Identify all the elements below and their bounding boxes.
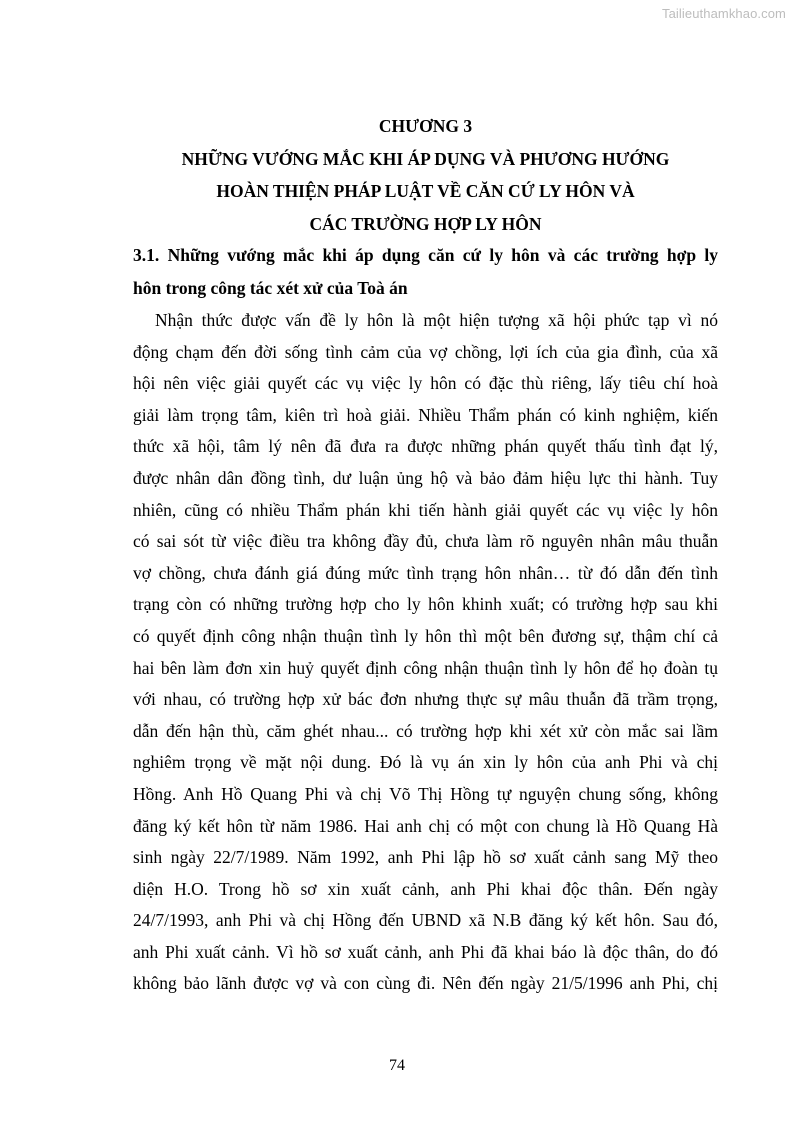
page-number: 74 (389, 1057, 405, 1074)
chapter-title-line: CÁC TRƯỜNG HỢP LY HÔN (309, 213, 542, 234)
section-heading-line: 3.1. Những vướng mắc khi áp dụng căn cứ ly hôn và các trường hợp ly (133, 245, 718, 265)
body-line: sinh ngày 22/7/1989. Năm 1992, anh Phi lập hồ sơ xuất cảnh sang Mỹ theo (133, 847, 718, 868)
body-line: được nhân dân đồng tình, dư luận ủng hộ và bảo đảm hiệu lực thi hành. Tuy (133, 467, 718, 488)
body-line: có sai sót từ việc điều tra không đầy đủ, chưa làm rõ nguyên nhân mâu thuẫn (133, 531, 718, 552)
body-line: giải làm trọng tâm, kiên trì hoà giải. Nhiều Thẩm phán có kinh nghiệm, kiến (133, 404, 718, 425)
body-line: nhiên, cũng có nhiều Thẩm phán khi tiến hành giải quyết các vụ việc ly hôn (133, 499, 718, 520)
body-line: có quyết định công nhận thuận tình ly hôn thì một bên đương sự, thậm chí cả (133, 625, 718, 646)
body-line: đăng ký kết hôn từ năm 1986. Hai anh chị có một con chung là Hồ Quang Hà (133, 815, 718, 836)
body-line: hội nên việc giải quyết các vụ việc ly hôn có đặc thù riêng, lấy tiêu chí hoà (133, 373, 718, 394)
section-heading-line: hôn trong công tác xét xử của Toà án (133, 278, 408, 298)
body-line: trạng còn có những trường hợp cho ly hôn khinh xuất; có trường hợp sau khi (133, 594, 718, 615)
body-line: dẫn đến hận thù, căm ghét nhau... có trường hợp khi xét xử còn mắc sai lầm (133, 720, 718, 741)
body-line: hai bên làm đơn xin huỷ quyết định công nhận thuận tình ly hôn để họ đoàn tụ (133, 657, 718, 678)
body-line: 24/7/1993, anh Phi và chị Hồng đến UBND xã N.B đăng ký kết hôn. Sau đó, (133, 910, 718, 931)
body-line: không bảo lãnh được vợ và con cùng đi. Nên đến ngày 21/5/1996 anh Phi, chị (133, 973, 718, 994)
chapter-title-line: NHỮNG VƯỚNG MẮC KHI ÁP DỤNG VÀ PHƯƠNG HƯỚNG (181, 148, 670, 169)
document-page (133, 110, 718, 1000)
body-line: Hồng. Anh Hồ Quang Phi và chị Võ Thị Hồng tự nguyện chung sống, không (133, 783, 718, 804)
body-line: động chạm đến đời sống tình cảm của vợ chồng, lợi ích của gia đình, của xã (133, 341, 718, 362)
watermark: Tailieuthamkhao.com (661, 6, 786, 21)
chapter-number: CHƯƠNG 3 (378, 116, 473, 136)
body-line: Nhận thức được vấn đề ly hôn là một hiện tượng xã hội phức tạp vì nó (155, 310, 718, 330)
chapter-heading (133, 110, 718, 240)
body-line: vợ chồng, chưa đánh giá đúng mức tình trạng hôn nhân… từ đó dẫn đến tình (133, 562, 718, 583)
body-line: anh Phi xuất cảnh. Vì hồ sơ xuất cảnh, anh Phi đã khai báo là độc thân, do đó (133, 941, 718, 962)
body-line: nghiêm trọng về mặt nội dung. Đó là vụ án xin ly hôn của anh Phi và chị (133, 752, 718, 773)
body-line: với nhau, có trường hợp xử bác đơn nhưng thực sự mâu thuẫn đã trầm trọng, (133, 689, 718, 710)
body-paragraph (133, 305, 718, 1000)
body-line: thức xã hội, tâm lý nên đã đưa ra được những phán quyết thấu tình đạt lý, (133, 436, 718, 457)
chapter-title-line: HOÀN THIỆN PHÁP LUẬT VỀ CĂN CỨ LY HÔN VÀ (216, 181, 635, 201)
section-heading (133, 239, 718, 305)
body-line: diện H.O. Trong hồ sơ xin xuất cảnh, anh Phi khai độc thân. Đến ngày (133, 878, 718, 899)
